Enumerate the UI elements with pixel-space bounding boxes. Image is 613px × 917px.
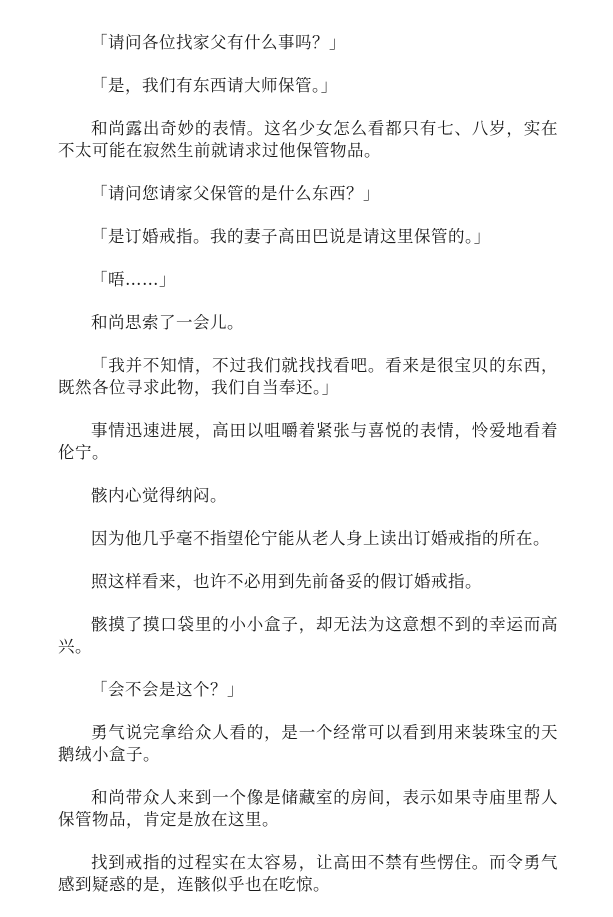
- paragraph: 「请问您请家父保管的是什么东西？」: [91, 184, 380, 203]
- paragraph: 勇气说完拿给众人看的，是一个经常可以看到用来装珠宝的天鹅绒小盒子。: [58, 723, 558, 764]
- paragraph: 「我并不知情，不过我们就找找看吧。看来是很宝贝的东西，既然各位寻求此物，我们自当奉还。」: [58, 356, 558, 397]
- paragraph: 「唔……」: [91, 270, 176, 289]
- paragraph: 和尚带众人来到一个像是储藏室的房间，表示如果寺庙里帮人保管物品，肯定是放在这里。: [58, 788, 558, 829]
- paragraph: 和尚思索了一会儿。: [91, 313, 244, 332]
- paragraph: 「是，我们有东西请大师保管。」: [91, 76, 338, 95]
- body-text: [58, 32, 558, 917]
- paragraph: 和尚露出奇妙的表情。这名少女怎么看都只有七、八岁，实在不太可能在寂然生前就请求过他保管物品。: [58, 119, 558, 160]
- paragraph: 事情迅速进展，高田以咀嚼着紧张与喜悦的表情，怜爱地看着伦宁。: [58, 421, 558, 462]
- paragraph: 因为他几乎毫不指望伦宁能从老人身上读出订婚戒指的所在。: [91, 529, 550, 548]
- paragraph: 找到戒指的过程实在太容易，让高田不禁有些愣住。而令勇气感到疑惑的是，连骸似乎也在吃惊。: [58, 853, 558, 894]
- paragraph: 「是订婚戒指。我的妻子高田巴说是请这里保管的。」: [91, 227, 491, 246]
- paragraph: 「请问各位找家父有什么事吗？」: [91, 33, 346, 52]
- paragraph: 骸内心觉得纳闷。: [91, 486, 227, 505]
- paragraph: 骸摸了摸口袋里的小小盒子，却无法为这意想不到的幸运而高兴。: [58, 615, 558, 656]
- paragraph: 照这样看来，也许不必用到先前备妥的假订婚戒指。: [91, 572, 482, 591]
- paragraph: 「会不会是这个？」: [91, 680, 244, 699]
